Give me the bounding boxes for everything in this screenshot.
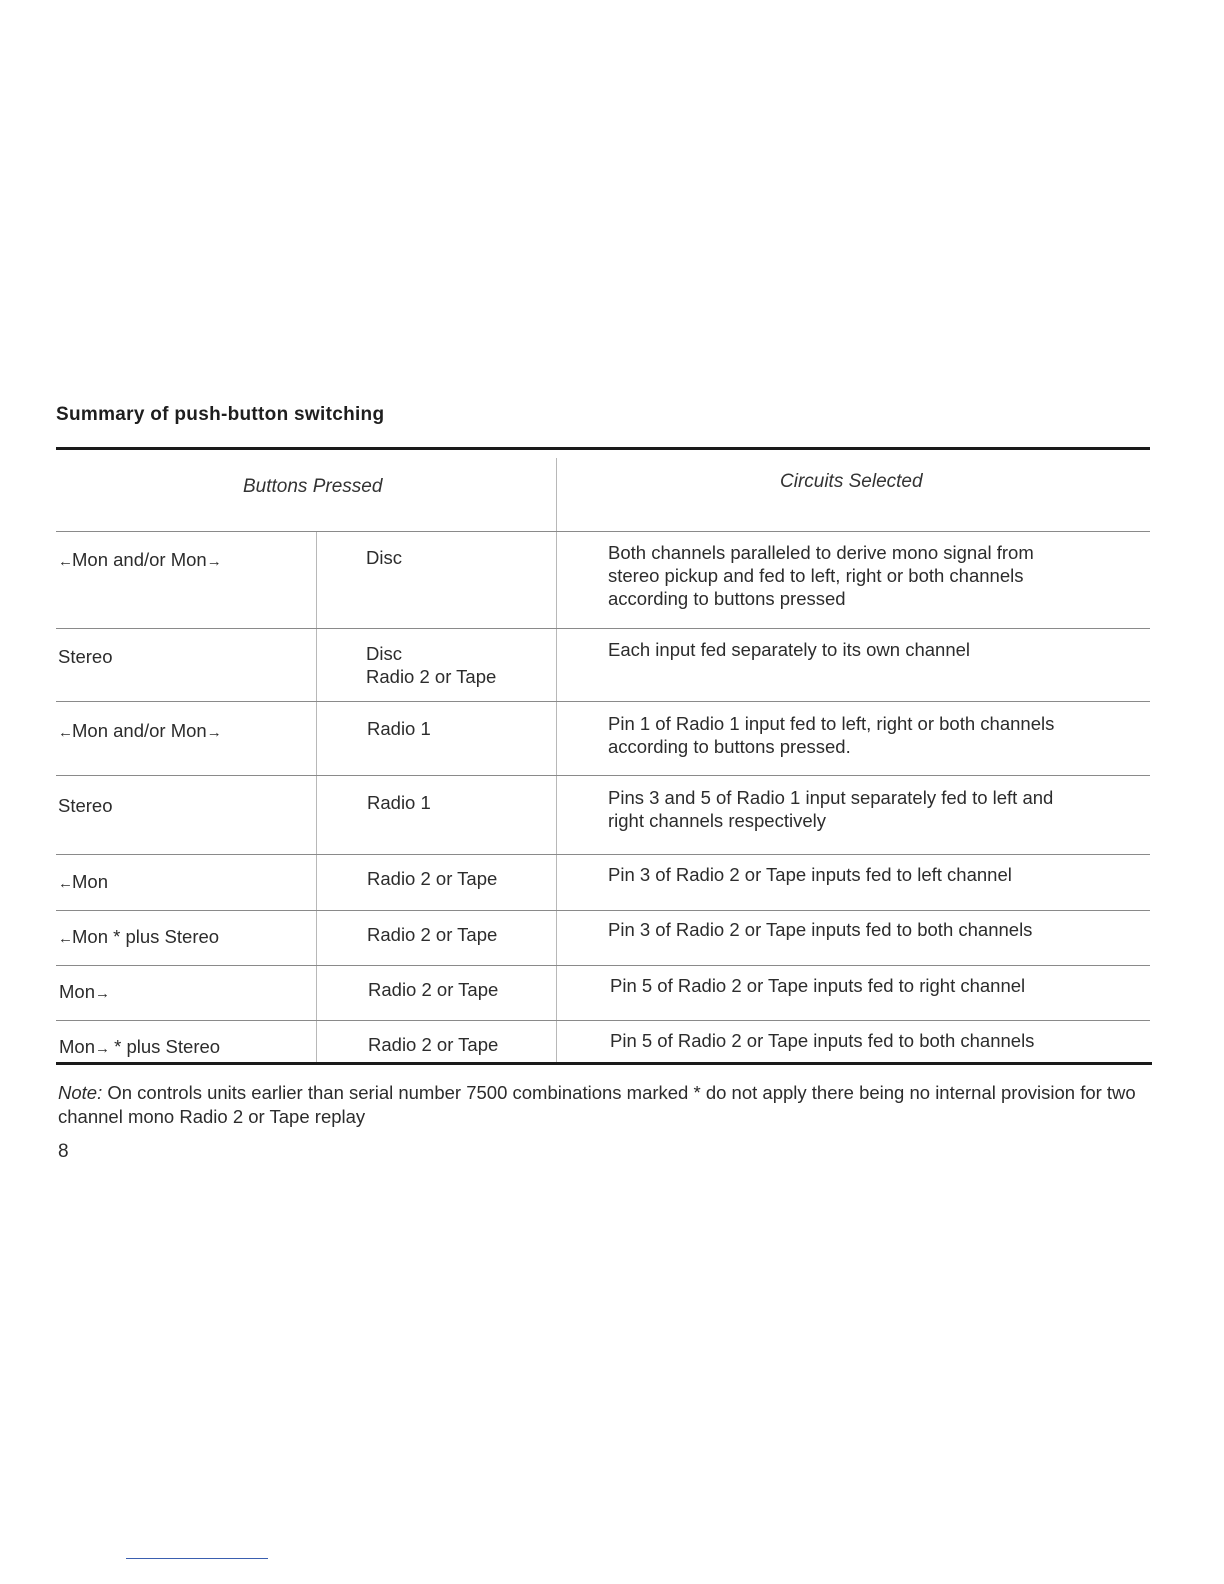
table-row-5-buttons: ←Mon [58, 871, 108, 892]
table-row-2-input: Disc Radio 2 or Tape [366, 643, 497, 687]
left-arrow-icon: ← [58, 724, 72, 741]
right-arrow-icon: → [95, 1040, 109, 1057]
page-title: Summary of push-button switching [56, 404, 385, 425]
header-buttons-pressed: Buttons Pressed [243, 476, 383, 497]
row-separator [56, 628, 1150, 629]
table-row-4-circuit: Pins 3 and 5 of Radio 1 input separately fed to left and right channels respectively [608, 787, 1054, 831]
table-top-rule [56, 447, 1150, 450]
table-row-3-input: Radio 1 [367, 718, 431, 739]
table-row-5-circuit: Pin 3 of Radio 2 or Tape inputs fed to left channel [608, 864, 1012, 885]
table-row-7-input: Radio 2 or Tape [368, 979, 499, 1000]
table-row-4-input: Radio 1 [367, 792, 431, 813]
footer-link-underline [126, 1558, 268, 1559]
table-row-7-circuit: Pin 5 of Radio 2 or Tape inputs fed to right channel [610, 975, 1026, 996]
table-row-4-buttons: Stereo [58, 795, 113, 816]
footnote [58, 1081, 1158, 1129]
table-row-6-input: Radio 2 or Tape [367, 924, 498, 945]
row-separator [56, 965, 1150, 966]
table-row-1-circuit: Both channels paralleled to derive mono signal from stereo pickup and fed to left, right or both channels according to buttons pressed [608, 542, 1034, 609]
footnote-text: On controls units earlier than serial number 7500 combinations marked * do not apply there being no internal provision for two channel mono Radio 2 or Tape replay [58, 1082, 1136, 1127]
left-arrow-icon: ← [58, 553, 72, 570]
column-divider-main [556, 458, 557, 1062]
table-row-6-buttons: ←Mon * plus Stereo [58, 926, 220, 947]
table-row-5-input: Radio 2 or Tape [367, 868, 498, 889]
table-row-3-buttons: ←Mon and/or Mon→ [58, 720, 221, 741]
right-arrow-icon: → [206, 724, 221, 741]
table-row-7-buttons: Mon→ [59, 981, 109, 1002]
row-separator [56, 775, 1150, 776]
right-arrow-icon: → [95, 985, 109, 1002]
column-divider-buttons [316, 532, 317, 1062]
left-arrow-icon: ← [58, 930, 72, 947]
table-row-1-buttons: ←Mon and/or Mon→ [58, 549, 221, 570]
row-separator [56, 910, 1150, 911]
table-row-6-circuit: Pin 3 of Radio 2 or Tape inputs fed to both channels [608, 919, 1033, 940]
right-arrow-icon: → [206, 553, 221, 570]
table-row-8-circuit: Pin 5 of Radio 2 or Tape inputs fed to both channels [610, 1030, 1035, 1051]
table-row-2-circuit: Each input fed separately to its own channel [608, 639, 971, 660]
row-separator [56, 531, 1150, 532]
footnote-label: Note: [58, 1082, 103, 1103]
row-separator [56, 854, 1150, 855]
table-row-3-circuit: Pin 1 of Radio 1 input fed to left, right or both channels according to buttons pressed. [608, 713, 1055, 757]
header-circuits-selected: Circuits Selected [780, 471, 923, 492]
table-bottom-rule [56, 1062, 1152, 1065]
table-row-8-input: Radio 2 or Tape [368, 1034, 499, 1055]
table-row-2-buttons: Stereo [58, 646, 113, 667]
left-arrow-icon: ← [58, 875, 72, 892]
row-separator [56, 701, 1150, 702]
table-row-1-input: Disc [366, 547, 402, 568]
page-number: 8 [58, 1141, 69, 1162]
table-row-8-buttons: Mon→ * plus Stereo [59, 1036, 221, 1057]
row-separator [56, 1020, 1150, 1021]
